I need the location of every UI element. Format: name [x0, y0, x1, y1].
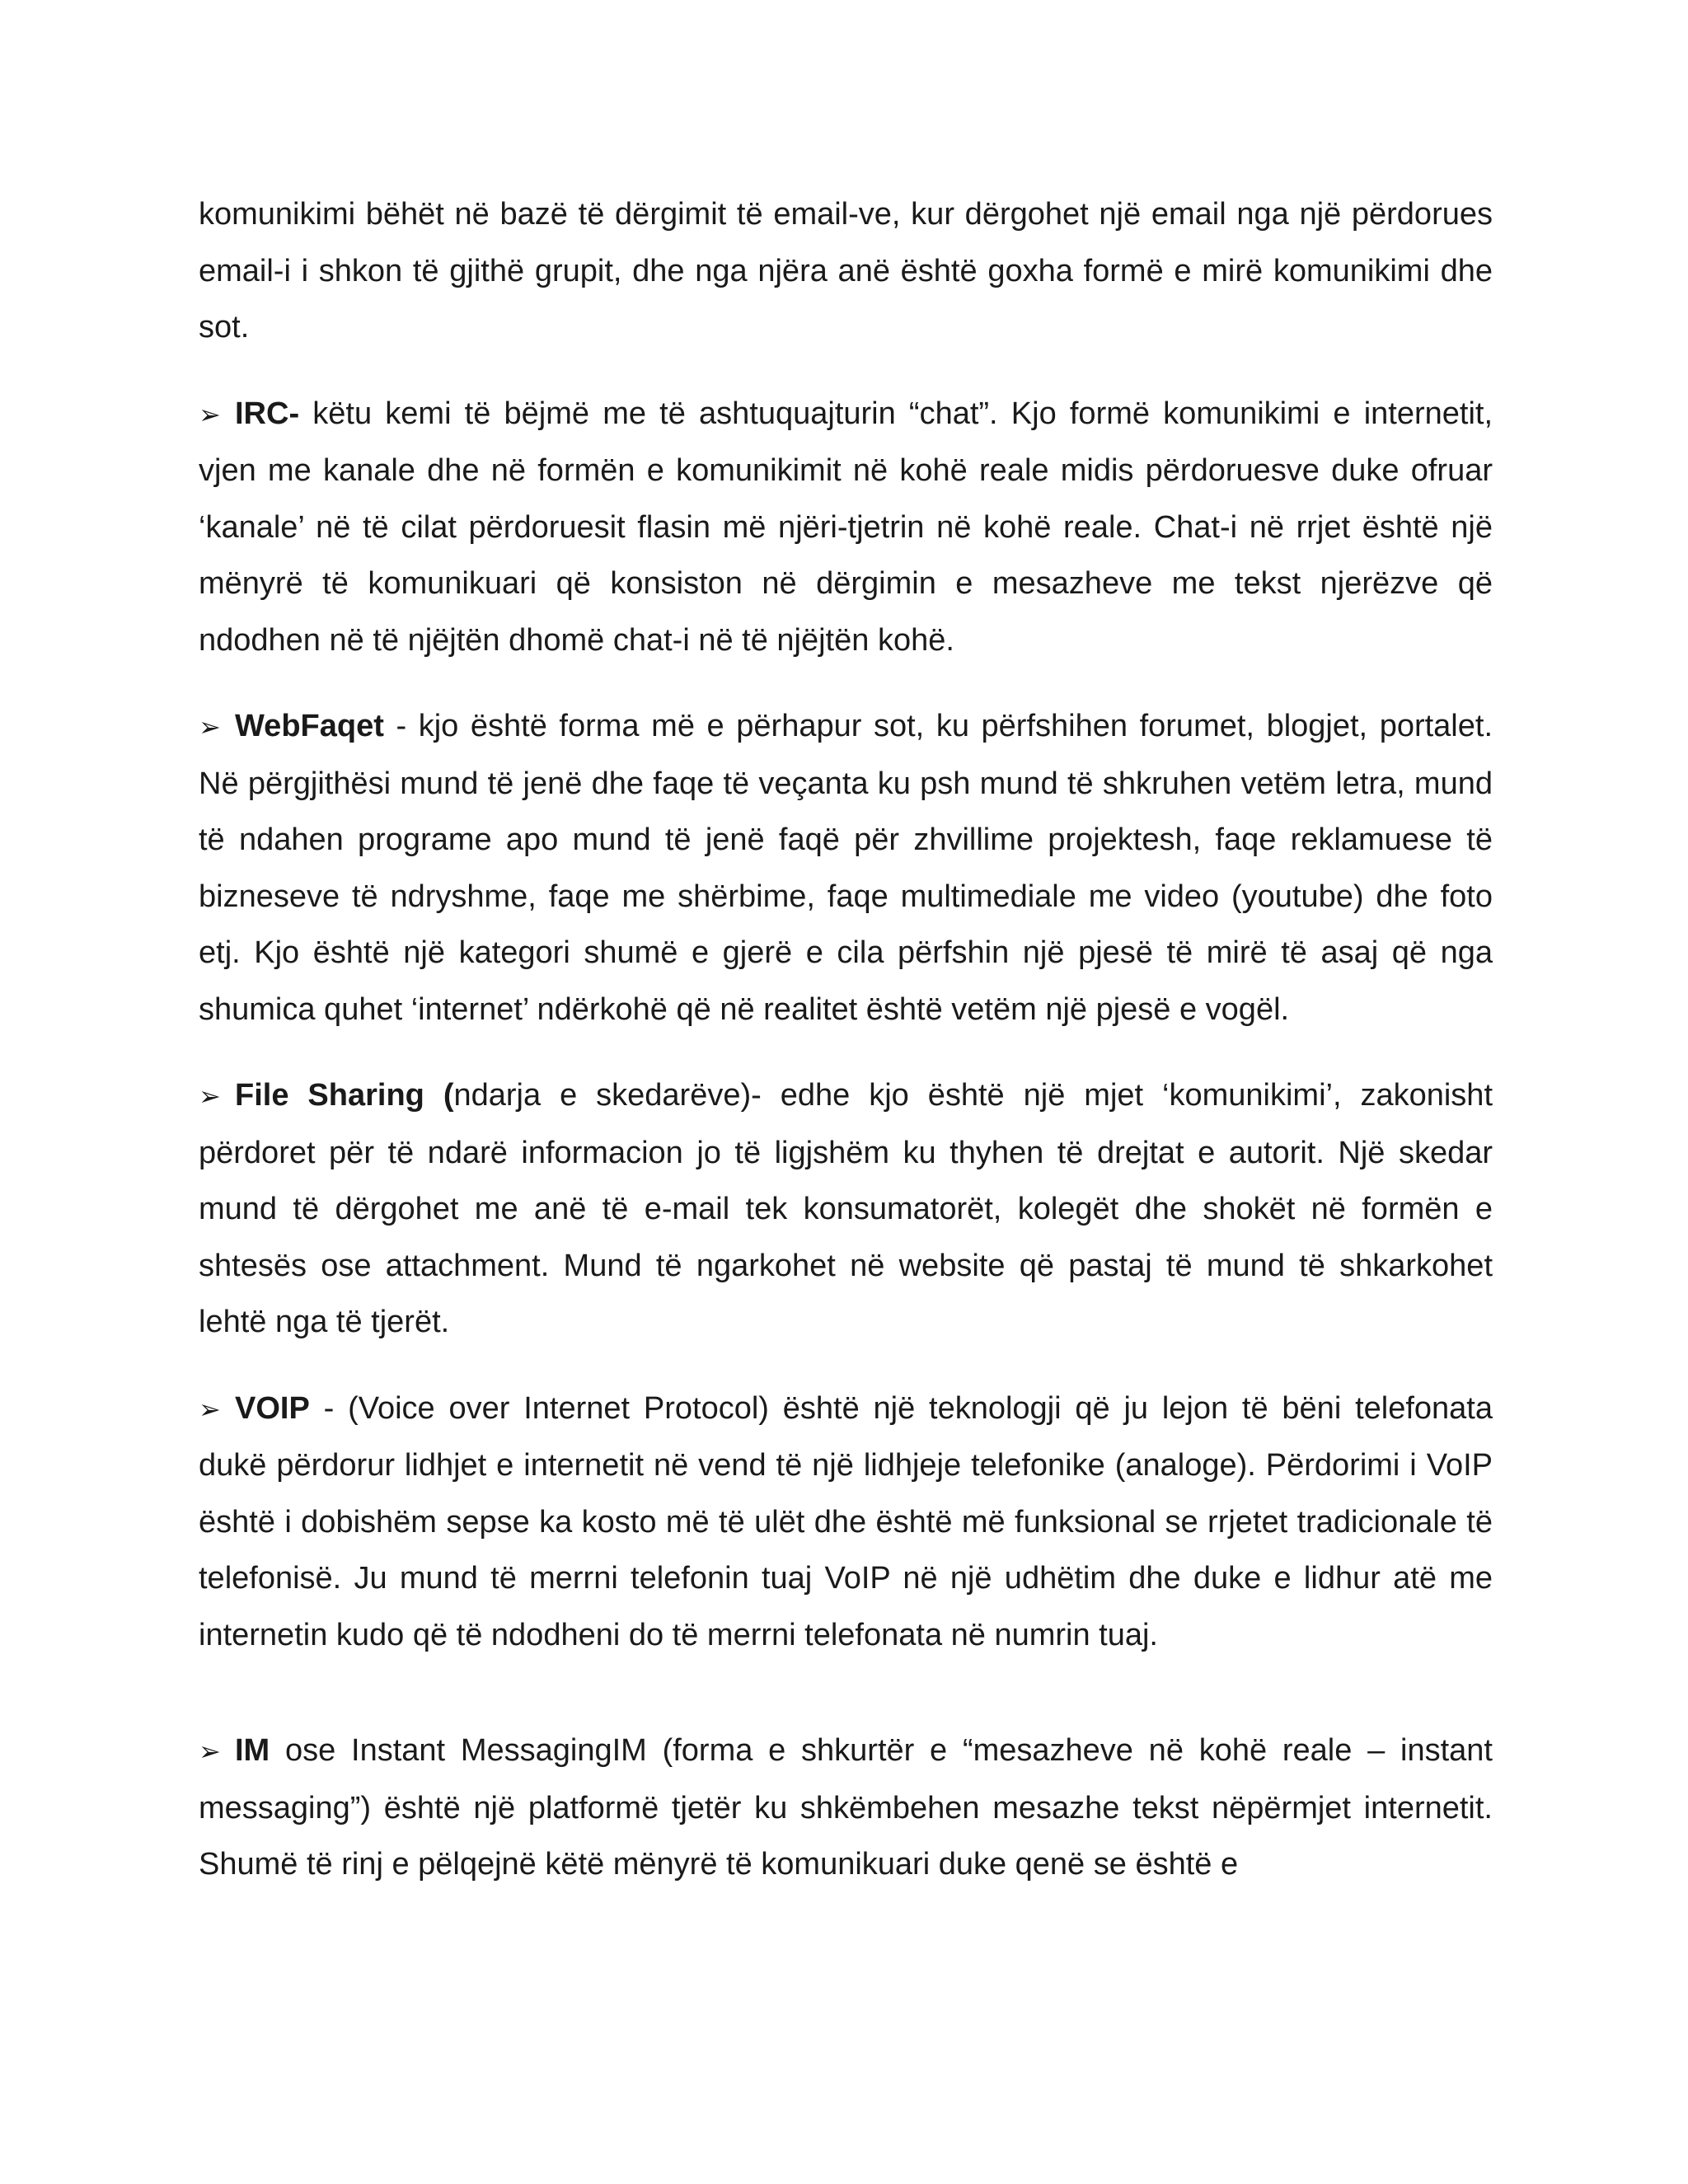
arrow-bullet-icon: ➢	[199, 398, 221, 430]
arrow-bullet-icon: ➢	[199, 1736, 221, 1767]
term-label: IRC-	[235, 396, 300, 431]
term-label: IM	[235, 1733, 270, 1768]
arrow-bullet-icon: ➢	[199, 711, 221, 743]
term-label: File Sharing (	[235, 1078, 454, 1113]
list-item-voip	[199, 1380, 1493, 1664]
item-text: ose Instant MessagingIM (forma e shkurtër e “mesazheve në kohë reale – instant messaging”) është një platformë tjetër ku shkëmbehen mesazhe tekst nëpërmjet internetit. Shumë të rinj e pëlqejnë këtë mënyrë të komunikuari duke qenë se është e	[199, 1733, 1493, 1882]
list-item-file-sharing	[199, 1067, 1493, 1351]
item-text: ndarja e skedarëve)- edhe kjo është një mjet ‘komunikimi’, zakonisht përdoret për të ndarë informacion jo të ligjshëm ku thyhen të drejtat e autorit. Një skedar mund të dërgohet me anë të e-mail tek konsumatorët, kolegët dhe shokët në formën e shtesës ose attachment. Mund të ngarkohet në website që pastaj të mund të shkarkohet lehtë nga të tjerët.	[199, 1078, 1493, 1339]
item-text: - (Voice over Internet Protocol) është një teknologji që ju lejon të bëni telefonata dukë përdorur lidhjet e internetit në vend të një lidhjeje telefonike (analoge). Përdorimi i VoIP është i dobishëm sepse ka kosto më të ulët dhe është më funksional se rrjetet tradicionale të telefonisë. Ju mund të merrni telefonin tuaj VoIP në një udhëtim dhe duke e lidhur atë me internetin kudo që të ndodheni do të merrni telefonata në numrin tuaj.	[199, 1390, 1493, 1652]
arrow-bullet-icon: ➢	[199, 1393, 221, 1425]
term-label: WebFaqet	[235, 709, 384, 743]
list-item-im	[199, 1722, 1493, 1893]
arrow-bullet-icon: ➢	[199, 1080, 221, 1112]
intro-paragraph: komunikimi bëhët në bazë të dërgimit të email-ve, kur dërgohet një email nga një përdorues email-i i shkon të gjithë grupit, dhe nga njëra anë është goxha formë e mirë komunikimi dhe sot.	[199, 197, 1493, 344]
item-text: këtu kemi të bëjmë me të ashtuquajturin “chat”. Kjo formë komunikimi e internetit, vjen me kanale dhe në formën e komunikimit në kohë reale midis përdoruesve duke ofruar ‘kanale’ në të cilat përdoruesit flasin më njëri-tjetrin në kohë reale. Chat-i në rrjet është një mënyrë të komunikuari që konsiston në dërgimin e mesazheve me tekst njerëzve që ndodhen në të njëjtën dhomë chat-i në të njëjtën kohë.	[199, 396, 1493, 658]
list-item-webfaqet	[199, 698, 1493, 1038]
term-label: VOIP	[235, 1390, 310, 1426]
list-item-irc	[199, 386, 1493, 669]
item-text: - kjo është forma më e përhapur sot, ku përfshihen forumet, blogjet, portalet. Në përgjithësi mund të jenë dhe faqe të veçanta ku psh mund të shkruhen vetëm letra, mund të ndahen programe apo mund të jenë faqë për zhvillime projektesh, faqe reklamuese të bizneseve të ndryshme, faqe me shërbime, faqe multimediale me video (youtube) dhe foto etj. Kjo është një kategori shumë e gjerë e cila përfshin një pjesë të mirë të asaj që nga shumica quhet ‘internet’ ndërkohë që në realitet është vetëm një pjesë e vogël.	[199, 709, 1493, 1027]
document-body	[199, 186, 1493, 1923]
